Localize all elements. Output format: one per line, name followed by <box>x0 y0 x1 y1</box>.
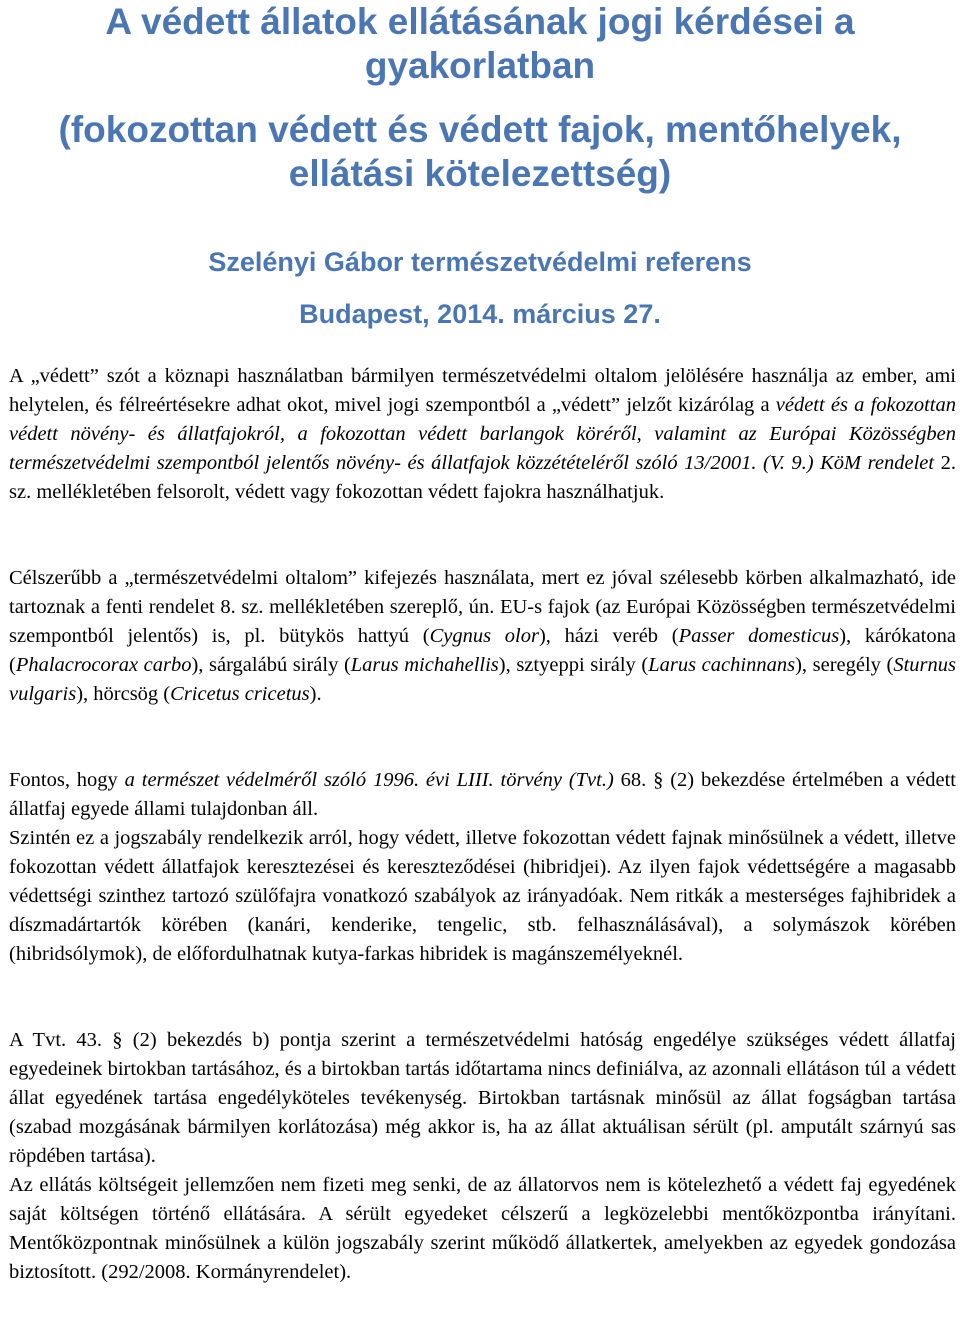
p2-text-e: ), sztyeppi sirály ( <box>498 654 649 676</box>
species-passer-domesticus: Passer domesticus <box>678 625 840 647</box>
p3-line-1 <box>9 766 956 824</box>
species-sturnus-vulgaris: Sturnus vulgaris <box>9 654 957 705</box>
p3-text-b: 68. § (2) bekezdése értelmében a védett állatfaj egyede állami tulajdonban áll. <box>9 769 956 820</box>
p2-text-h: ). <box>309 683 322 705</box>
author-line: Szelényi Gábor természetvédelmi referens <box>208 247 752 277</box>
p3-law-title: a természet védelméről szóló 1996. évi LIII. törvény (Tvt.) <box>124 769 614 791</box>
p2-text-b: ), házi veréb ( <box>538 625 679 647</box>
p2-text-g: ), hörcsög ( <box>76 683 171 705</box>
document-title: A védett állatok ellátásának jogi kérdései a gyakorlatban <box>105 1 855 86</box>
p2-text-a: Célszerűbb a „természetvédelmi oltalom” kifejezés használata, mert ez jóval szélesebb körben alkalmazható, ide tartoznak a fenti rendelet 8. sz. mellékletében szereplő, ún. EU-s fajok (az Európai Közösségben természetvédelmi szempontból jelentős) is, pl. bütykös hattyú ( <box>9 567 956 647</box>
p3-hybrids-text: Szintén ez a jogszabály rendelkezik arról, hogy védett, illetve fokozottan védett fajnak minősülnek a védett, illetve fokozottan védett állatfajok keresztezései és kereszteződései (hibridjei). Az ilyen fajok védettségére a magasabb védettségi szinthez tartozó szülőfajra vonatkozó szabályok az irányadóak. Nem ritkák a mesterséges fajhibridek a díszmadártartók körében (kanári, kenderike, tengelic, stb. felhasználásával), a solymászok körében (hibridsólymok), de előfordulhatnak kutya-farkas hibridek is magánszemélyeknél. <box>9 827 956 965</box>
p1-text-a: A „védett” szót a köznapi használatban bármilyen természetvédelmi oltalom jelölésére használja az ember, ami helytelen, és félreértésekre adhat okot, mivel jogi szempontból a „védett” jelzőt kizárólag a <box>9 365 956 416</box>
document-subtitle: (fokozottan védett és védett fajok, mentőhelyek, ellátási kötelezettség) <box>58 109 902 194</box>
p4-permit-text: A Tvt. 43. § (2) bekezdés b) pontja szerint a természetvédelmi hatóság engedélye szükséges védett állatfaj egyedeinek birtokban tartásához, és a birtokban tartás időtartama nincs definiálva, az azonnali ellátáson túl a védett állat egyedének tartása engedélyköteles tevékenység. Birtokban tartásnak minősül az állat fogságban tartása (szabad mozgásának bármilyen korlátozása) még akkor is, ha az állat aktuálisan sérült (pl. amputált szárnyú sas röpdében tartása). <box>9 1029 956 1167</box>
date-line: Budapest, 2014. március 27. <box>299 299 661 329</box>
paragraph-permits-care <box>9 1026 956 1287</box>
p3-text-a: Fontos, hogy <box>9 769 125 791</box>
species-larus-cachinnans: Larus cachinnans <box>648 654 796 676</box>
paragraph-state-ownership <box>9 766 956 969</box>
paragraph-eu-species <box>9 564 956 709</box>
p1-regulation-title: védett és a fokozottan védett növény- és állatfajokról, a fokozottan védett barlangok köréről, valamint az Európai Közösségben természetvédelmi szempontból jelentős növény- és állatfajok közzétételéről szóló 13/2001. (V. 9.) KöM rendelet <box>9 394 956 474</box>
p2-text-c: ), kárókatona ( <box>9 625 956 676</box>
paragraph-protected-term <box>9 362 956 507</box>
species-cygnus-olor: Cygnus olor <box>429 625 539 647</box>
species-cricetus-cricetus: Cricetus cricetus <box>170 683 310 705</box>
p2-text-d: ), sárgalábú sirály ( <box>191 654 351 676</box>
p2-text-f: ), seregély ( <box>795 654 894 676</box>
species-phalacrocorax-carbo: Phalacrocorax carbo <box>15 654 192 676</box>
species-larus-michahellis: Larus michahellis <box>350 654 499 676</box>
p4-costs-text: Az ellátás költségeit jellemzően nem fizeti meg senki, de az állatorvos nem is kötelezhető a védett faj egyedének saját költségen történő ellátására. A sérült egyedeket célszerű a legközelebbi mentőközpontba irányítani. Mentőközpontnak minősülnek a külön jogszabály szerint működő állatkertek, amelyekben az egyedek gondozása biztosított. (292/2008. Kormányrendelet). <box>9 1174 956 1283</box>
p1-text-c: 2. sz. mellékletében felsorolt, védett vagy fokozottan védett fajokra használhatjuk. <box>9 452 957 503</box>
